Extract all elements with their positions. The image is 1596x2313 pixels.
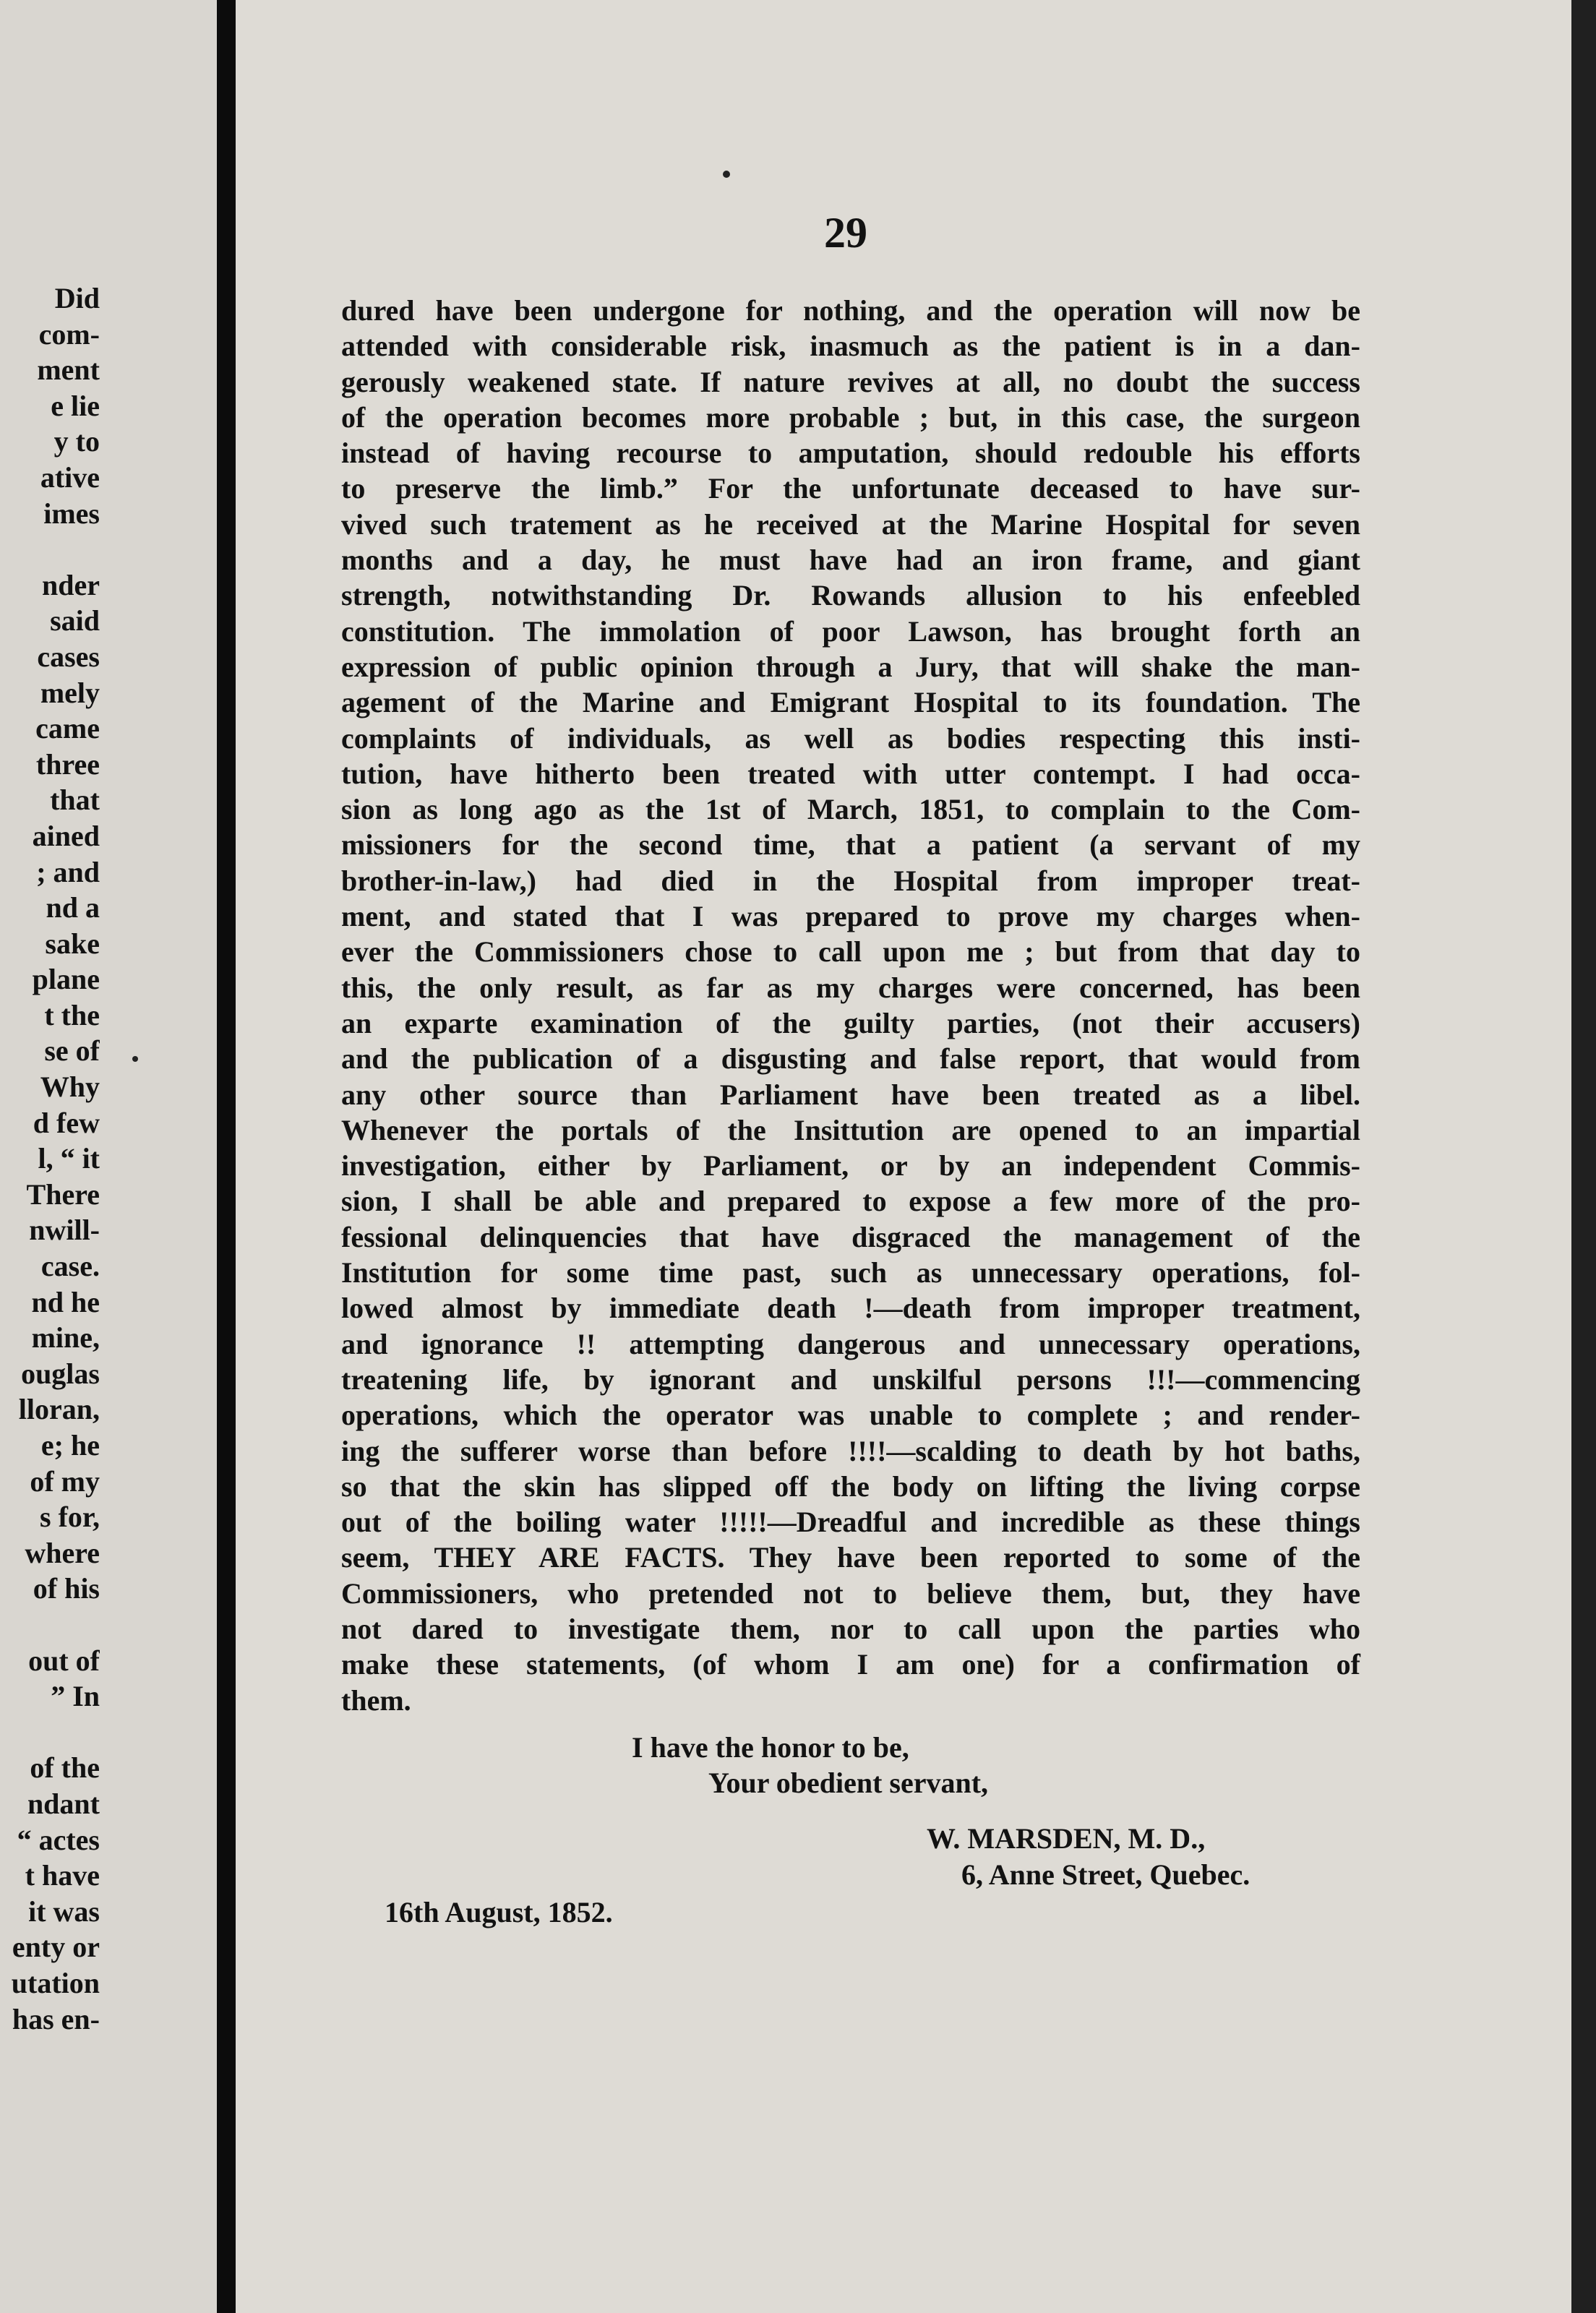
left-page-line: cases	[37, 640, 100, 673]
signature: W. MARSDEN, M. D.,	[927, 1822, 1206, 1855]
ink-speck	[132, 1056, 138, 1062]
text-line: investigation, either by Parliament, or by an independent Commis-	[341, 1149, 1360, 1183]
left-page-line: of the	[30, 1751, 100, 1785]
left-page-line: Did	[54, 282, 100, 314]
left-page-line: t have	[25, 1859, 100, 1892]
closing-line-2: Your obedient servant,	[708, 1767, 989, 1799]
text-line: complaints of individuals, as well as bodies respecting this insti-	[341, 721, 1360, 755]
left-page-line	[0, 531, 100, 567]
text-line: lowed almost by immediate death !—death from improper treatment,	[341, 1292, 1360, 1325]
left-page-line: ative	[40, 460, 100, 494]
left-page-line: e; he	[40, 1429, 100, 1462]
text-line: constitution. The immolation of poor Lawson, has brought forth an	[341, 614, 1360, 648]
text-line: out of the boiling water !!!!!—Dreadful and incredible as these things	[341, 1506, 1360, 1539]
left-page-line: mine,	[31, 1321, 100, 1355]
address: 6, Anne Street, Quebec.	[961, 1858, 1250, 1891]
text-line: sion as long ago as the 1st of March, 1851, to complain to the Com-	[341, 793, 1360, 826]
left-page-line: ; and	[36, 855, 100, 888]
left-page-line: case.	[40, 1250, 100, 1283]
left-page-line: enty or	[12, 1931, 100, 1964]
left-page-line	[0, 1715, 100, 1751]
text-line: make these statements, (of whom I am one) for a confirmation of	[341, 1648, 1360, 1681]
text-line: an exparte examination of the guilty parties, (not their accusers)	[341, 1006, 1360, 1039]
text-line: ing the sufferer worse than before !!!!—scalding to death by hot baths,	[341, 1434, 1360, 1467]
left-page-line: it was	[28, 1894, 100, 1928]
text-line: treatening life, by ignorant and unskilful persons !!!—commencing	[341, 1363, 1360, 1396]
text-line: to preserve the limb.” For the unfortunate deceased to have sur-	[341, 472, 1360, 505]
text-line: not dared to investigate them, nor to call upon the parties who	[341, 1612, 1360, 1645]
text-line: vived such tratement as he received at the Marine Hospital for seven	[341, 507, 1360, 541]
date: 16th August, 1852.	[385, 1896, 613, 1928]
left-page-line: d few	[33, 1106, 100, 1139]
text-line: ment, and stated that I was prepared to prove my charges when-	[341, 900, 1360, 933]
left-page-line: sake	[45, 927, 100, 960]
text-line: sion, I shall be able and prepared to expose a few more of the pro-	[341, 1185, 1360, 1218]
left-page-line: imes	[43, 497, 100, 530]
text-line: attended with considerable risk, inasmuch as the patient is in a dan-	[341, 330, 1360, 363]
page-number: 29	[824, 209, 867, 257]
left-page-line: came	[35, 712, 100, 745]
left-page-line: nd he	[31, 1285, 100, 1318]
text-line: operations, which the operator was unable to complete ; and render-	[341, 1399, 1360, 1432]
left-page-line: There	[26, 1177, 100, 1211]
left-page-line	[0, 1607, 100, 1643]
text-line: of the operation becomes more probable ; but, in this case, the surgeon	[341, 400, 1360, 434]
text-line: and ignorance !! attempting dangerous and unnecessary operations,	[341, 1327, 1360, 1360]
closing-line-1: I have the honor to be,	[632, 1731, 909, 1764]
left-page-text	[0, 280, 100, 2037]
text-line: this, the only result, as far as my charges were concerned, has been	[341, 971, 1360, 1004]
text-line: expression of public opinion through a Jury, that will shake the man-	[341, 650, 1360, 683]
book-gutter	[217, 0, 236, 2313]
left-page-line: ndant	[27, 1787, 100, 1820]
left-page-line: three	[35, 747, 100, 781]
left-page-line: t the	[44, 998, 100, 1031]
left-page-line: that	[50, 784, 100, 817]
left-page-line: com-	[38, 317, 100, 351]
left-page-line: s for,	[40, 1501, 100, 1534]
left-page-line: ” In	[51, 1680, 100, 1713]
left-page-line: utation	[11, 1966, 100, 1999]
text-line: ever the Commissioners chose to call upon me ; but from that day to	[341, 935, 1360, 969]
left-page-line: out of	[28, 1644, 100, 1677]
text-line: seem, THEY ARE FACTS. They have been reported to some of the	[341, 1541, 1360, 1574]
text-line: strength, notwithstanding Dr. Rowands allusion to his enfeebled	[341, 579, 1360, 612]
left-page-line: mely	[40, 676, 100, 709]
text-line: missioners for the second time, that a patient (a servant of my	[341, 828, 1360, 862]
text-line: Whenever the portals of the Insittution are opened to an impartial	[341, 1113, 1360, 1146]
text-line: any other source than Parliament have been treated as a libel.	[341, 1078, 1360, 1111]
left-page-line: has en-	[12, 2002, 100, 2035]
left-page-line: of his	[33, 1572, 100, 1605]
left-page-line: ouglas	[21, 1357, 100, 1390]
page-edge	[1571, 0, 1596, 2313]
left-page-line: of my	[30, 1464, 100, 1498]
body-text	[341, 293, 1360, 1718]
text-line: Institution for some time past, such as unnecessary operations, fol-	[341, 1256, 1360, 1289]
text-line: fessional delinquencies that have disgraced the management of the	[341, 1220, 1360, 1253]
text-line: brother-in-law,) had died in the Hospital from improper treat-	[341, 864, 1360, 897]
text-line: Commissioners, who pretended not to believe them, but, they have	[341, 1576, 1360, 1610]
left-page-line: y to	[53, 425, 100, 458]
text-line: gerously weakened state. If nature revives at all, no doubt the success	[341, 365, 1360, 398]
ink-speck	[723, 171, 730, 178]
left-page-line: ained	[32, 819, 100, 852]
text-line: agement of the Marine and Emigrant Hospital to its foundation. The	[341, 686, 1360, 719]
left-page-line: ment	[37, 353, 100, 387]
left-page-line: where	[25, 1536, 100, 1569]
left-page-line: “ actes	[17, 1823, 100, 1856]
left-page-line: l, “ it	[38, 1142, 100, 1175]
text-line: and the publication of a disgusting and false report, that would from	[341, 1042, 1360, 1076]
left-facing-page	[0, 0, 217, 2313]
text-line: dured have been undergone for nothing, and the operation will now be	[341, 294, 1360, 327]
left-page-line: lloran,	[18, 1393, 100, 1426]
left-page-line: said	[50, 604, 100, 638]
left-page-line: plane	[32, 963, 100, 996]
text-line: them.	[341, 1683, 411, 1717]
text-line: so that the skin has slipped off the body on lifting the living corpse	[341, 1469, 1360, 1503]
left-page-line: e lie	[51, 389, 100, 422]
text-line: instead of having recourse to amputation, should redouble his efforts	[341, 437, 1360, 470]
text-line: months and a day, he must have had an iron frame, and giant	[341, 544, 1360, 577]
text-line: tution, have hitherto been treated with utter contempt. I had occa-	[341, 757, 1360, 790]
left-page-line: se of	[44, 1034, 100, 1068]
left-page-line: nder	[42, 568, 100, 601]
left-page-line: nwill-	[29, 1214, 100, 1247]
left-page-line: Why	[40, 1070, 100, 1104]
left-page-line: nd a	[46, 891, 100, 924]
